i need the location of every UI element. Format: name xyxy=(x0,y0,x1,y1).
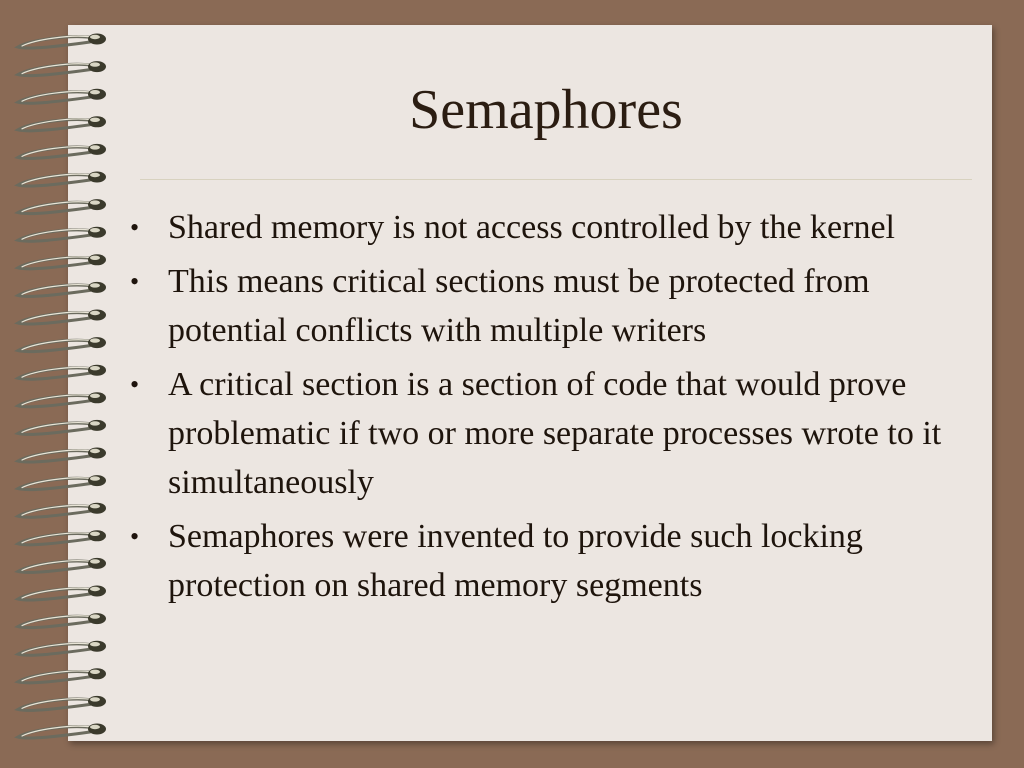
bullet-marker: • xyxy=(130,213,140,242)
bullet-marker: • xyxy=(130,267,140,296)
binding-ring xyxy=(18,61,106,76)
binding-ring xyxy=(18,337,106,352)
binding-ring xyxy=(18,34,106,49)
binding-ring xyxy=(18,613,106,628)
binding-ring xyxy=(18,448,106,463)
bullet-text: Semaphores were invented to provide such locking protection on shared memory segments xyxy=(168,518,863,604)
binding-ring xyxy=(18,172,106,187)
bullet-item xyxy=(128,257,968,355)
bullet-item xyxy=(128,512,968,610)
binding-ring xyxy=(18,310,106,325)
bullet-text: A critical section is a section of code that would prove problematic if two or more separate processes wrote to it simultaneously xyxy=(168,366,942,501)
bullet-item xyxy=(128,360,968,507)
bullet-text: This means critical sections must be protected from potential conflicts with multiple writers xyxy=(168,263,870,349)
binding-ring xyxy=(18,199,106,214)
title-divider xyxy=(140,179,972,180)
bullet-text: Shared memory is not access controlled by the kernel xyxy=(168,209,895,246)
binding-ring xyxy=(18,227,106,242)
binding-ring xyxy=(18,724,106,739)
binding-ring xyxy=(18,282,106,297)
bullet-marker: • xyxy=(130,370,140,399)
binding-ring xyxy=(18,696,106,711)
binding-ring xyxy=(18,254,106,269)
binding-ring xyxy=(18,365,106,380)
binding-ring xyxy=(18,503,106,518)
binding-ring xyxy=(18,641,106,656)
binding-ring xyxy=(18,420,106,435)
binding-ring xyxy=(18,668,106,683)
binding-ring xyxy=(18,144,106,159)
bullet-list xyxy=(128,203,968,615)
binding-ring xyxy=(18,530,106,545)
bullet-marker: • xyxy=(130,522,140,551)
slide-title: Semaphores xyxy=(409,79,683,141)
binding-ring xyxy=(18,586,106,601)
binding-ring xyxy=(18,475,106,490)
binding-ring xyxy=(18,558,106,573)
bullet-item xyxy=(128,203,968,252)
binding-ring xyxy=(18,392,106,407)
